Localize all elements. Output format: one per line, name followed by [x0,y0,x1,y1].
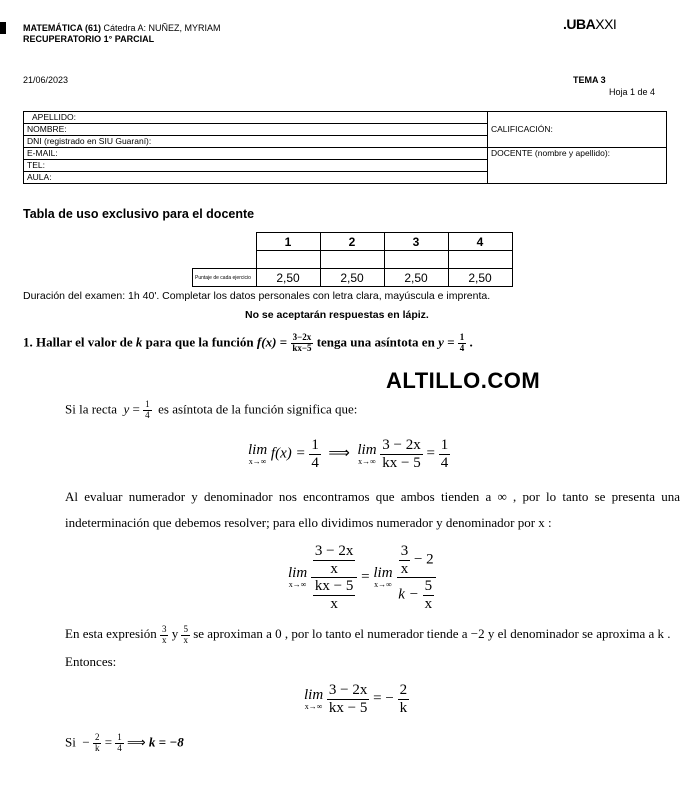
score-header: 2 [320,233,384,251]
watermark: ALTILLO.COM [386,368,541,393]
calificacion-cell: CALIFICACIÓN: [488,112,667,148]
pencil-notice: No se aceptarán respuestas en lápiz. [245,309,429,321]
scores-table [192,232,513,287]
solution-p3: En esta expresión $\frac{3}{x}$ y $\frac{5}{x}$ se aproximan a 0 , por lo tanto el numerador tiende a −2 y el denominador se aproxima a k . Entonces: [65,623,671,669]
score-blank[interactable] [320,251,384,269]
page-number: Hoja 1 de 4 [609,87,656,97]
field-email[interactable]: E-MAIL: [24,148,488,160]
course-name: MATEMÁTICA (61) [23,23,101,33]
chair-name: Cátedra A: NUÑEZ, MYRIAM [103,23,221,33]
equation-3: lim x→∞ $\frac{3 - 2x}{kx - 5}$ = − $\frac{2}{k}$ [304,682,408,716]
tema-label: TEMA 3 [573,75,606,85]
field-apellido[interactable]: APELLIDO: [24,112,488,124]
solution-p1: Si la recta y = $\frac{1}{4}$ es asíntota de la función significa que: [65,399,358,420]
scores-title: Tabla de uso exclusivo para el docente [23,207,255,221]
score-blank[interactable] [256,251,320,269]
score-header: 4 [448,233,512,251]
field-nombre[interactable]: NOMBRE: [24,124,488,136]
score-row-label: Puntaje de cada ejercicio [193,269,257,287]
score-value: 2,50 [384,269,448,287]
field-aula[interactable]: AULA: [24,172,488,184]
field-tel[interactable]: TEL: [24,160,488,172]
solution-p2: Al evaluar numerador y denominador nos encontramos que ambos tienden a ∞ , por lo tanto se presenta una indeterminación que debemos resolver; para ello dividimos numerador y denominador por x : [65,489,680,530]
score-value: 2,50 [448,269,512,287]
score-blank[interactable] [448,251,512,269]
uba-logo: .UBAXXI [563,16,617,32]
score-header: 1 [256,233,320,251]
personal-data-table [23,111,667,184]
equation-2: lim x→∞ $\frac{\frac{3 - 2x}{x}}{\frac{kx - 5}{x}}$ = lim x→∞ $\frac{3}{x}$ − 2 k − $\frac{5}{x}$ [288,543,434,612]
score-value: 2,50 [256,269,320,287]
field-dni[interactable]: DNI (registrado en SIU Guaraní): [24,136,488,148]
exam-header [23,23,221,45]
final-answer: Si − $\frac{2}{k}$ = $\frac{1}{4}$ ⟹ k = −8 [65,732,184,753]
duration-text: Duración del examen: 1h 40'. Completar los datos personales con letra clara, mayúscula e imprenta. [23,290,491,302]
exam-date: 21/06/2023 [23,75,69,85]
margin-marker [0,22,6,34]
equation-1: lim x→∞ f(x) = $\frac{1}{4}$ ⟹ lim x→∞ $\frac{3 - 2x}{kx - 5}$ = $\frac{1}{4}$ [248,437,449,471]
exam-name: RECUPERATORIO 1° PARCIAL [23,34,155,44]
score-blank[interactable] [384,251,448,269]
question-1: 1. Hallar el valor de k para que la función f(x) = $\frac{3-2x}{kx-5}$ tenga una asíntota en y = $\frac{1}{4}$ . [23,332,473,353]
docente-cell: DOCENTE (nombre y apellido): [488,148,667,184]
score-value: 2,50 [320,269,384,287]
score-header: 3 [384,233,448,251]
